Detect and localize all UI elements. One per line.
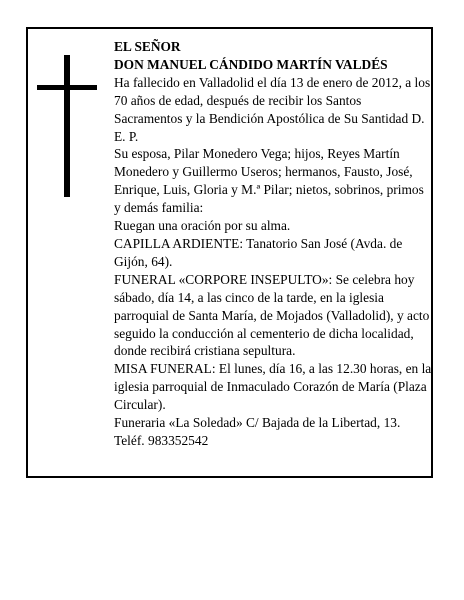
notice-heading-title: EL SEÑOR <box>114 39 181 54</box>
prayer-request: Ruegan una oración por su alma. <box>114 218 291 234</box>
funeral-mass-info: MISA FUNERAL: El lunes, día 16, a las 12.30 horas, en la iglesia parroquial de Inmaculado Corazón de María (Plaza Circular). <box>114 361 432 413</box>
deceased-name: DON MANUEL CÁNDIDO MARTÍN VALDÉS <box>114 56 388 72</box>
cross-vertical-bar <box>64 55 70 197</box>
chapel-info: CAPILLA ARDIENTE: Tanatorio San José (Avda. de Gijón, 64). <box>114 235 403 269</box>
death-announcement: Ha fallecido en Valladolid el día 13 de enero de 2012, a los 70 años de edad, después de recibir los Santos Sacramentos y la Bendición Apostólica de Su Santidad D. E. P. <box>114 74 431 144</box>
latin-cross-icon <box>37 55 97 197</box>
family-list: Su esposa, Pilar Monedero Vega; hijos, Reyes Martín Monedero y Guillermo Useros; hermanos, Fausto, José, Enrique, Luis, Gloria y M.ª Pilar; nietos, sobrinos, primos y demás familia: <box>114 146 424 216</box>
obituary-text <box>114 38 432 450</box>
funeral-home-info: Funeraria «La Soledad» C/ Bajada de la Libertad, 13. Teléf. 983352542 <box>114 415 401 448</box>
funeral-info: FUNERAL «CORPORE INSEPULTO»: Se celebra hoy sábado, día 14, a las cinco de la tarde, en la iglesia parroquial de Santa María, de Mojados (Valladolid), y acto seguido la conducción al cementerio de dicha localidad, donde recibirá cristiana sepultura. <box>114 271 430 359</box>
cross-horizontal-bar <box>37 85 97 90</box>
